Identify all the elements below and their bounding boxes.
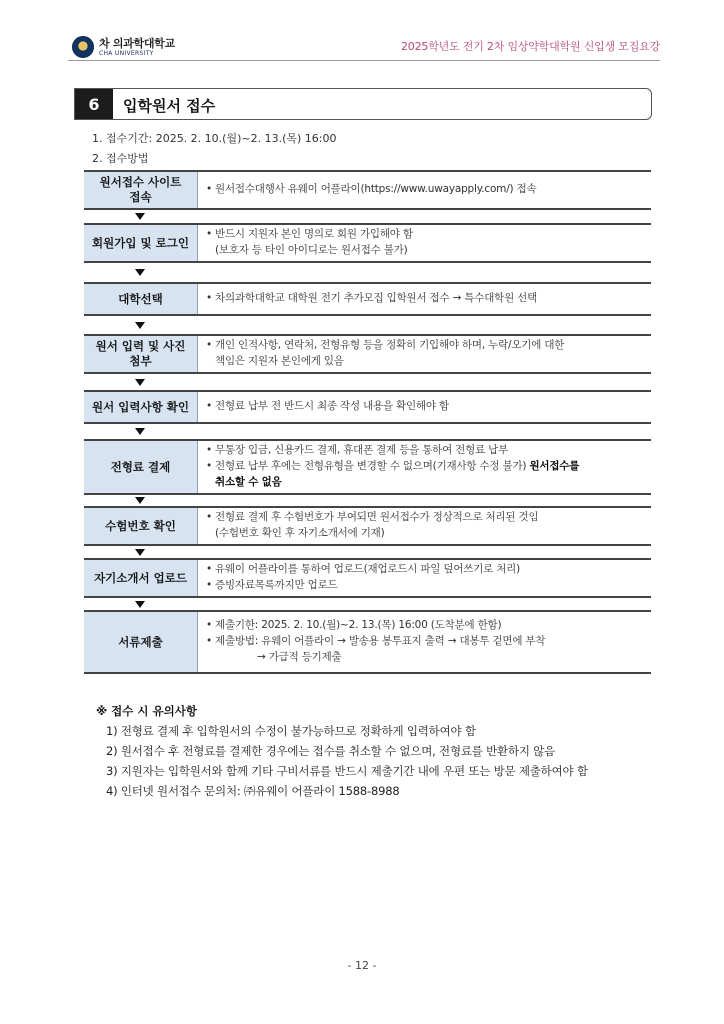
down-arrow-icon — [135, 497, 145, 504]
step-line-text: 전형료 납부 전 반드시 최종 작성 내용을 확인해야 함 — [215, 400, 449, 413]
step-label: 원서접수 사이트 접속 — [84, 172, 198, 208]
step-label: 원서 입력사항 확인 — [84, 392, 198, 422]
down-arrow-icon — [135, 213, 145, 220]
step-line-text: 전형료 결제 후 수험번호가 부여되면 원서접수가 정상적으로 처리된 것임 — [215, 511, 539, 524]
step-label: 전형료 결제 — [84, 441, 198, 493]
application-period: 1. 접수기간: 2025. 2. 10.(월)~2. 13.(목) 16:00 — [92, 132, 337, 145]
university-emblem-icon — [72, 36, 94, 58]
step-line-text: 개인 인적사항, 연락처, 전형유형 등을 정확히 기입해야 하며, 누락/오기에 대한 — [215, 339, 565, 352]
step-line-text: 책임은 지원자 본인에게 있음 — [215, 355, 344, 367]
step-description — [206, 284, 647, 314]
step-line-text: 전형료 납부 후에는 전형유형을 변경할 수 없으며(기재사항 수정 불가) — [215, 460, 530, 473]
step-description — [206, 560, 647, 596]
section-header — [74, 88, 652, 120]
step-row — [84, 558, 651, 598]
step-line-text: 유웨이 어플라이를 통하여 업로드(재업로드시 파일 덮어쓰기로 처리) — [215, 563, 521, 576]
step-line — [206, 634, 647, 650]
down-arrow-icon — [135, 269, 145, 276]
step-line — [206, 227, 647, 243]
header-divider — [68, 60, 660, 61]
step-description — [206, 441, 647, 493]
down-arrow-icon — [135, 601, 145, 608]
step-row — [84, 334, 651, 374]
step-line — [206, 291, 647, 307]
bullet-icon: • — [206, 183, 212, 196]
bullet-icon: • — [206, 619, 212, 632]
step-row — [84, 282, 651, 316]
step-label: 회원가입 및 로그인 — [84, 225, 198, 261]
bullet-icon: • — [206, 444, 212, 457]
step-label: 원서 입력 및 사진 첨부 — [84, 336, 198, 372]
step-description — [206, 336, 647, 372]
bullet-icon: • — [206, 292, 212, 305]
step-line-text: 제출방법: 유웨이 어플라이 → 발송용 봉투표지 출력 → 대봉투 겉면에 부착 — [215, 635, 546, 648]
step-row — [84, 390, 651, 424]
down-arrow-icon — [135, 379, 145, 386]
bullet-icon: • — [206, 460, 212, 473]
step-label: 수험번호 확인 — [84, 508, 198, 544]
note-item: 2) 원서접수 후 전형료를 결제한 경우에는 접수를 취소할 수 없으며, 전형료를 반환하지 않음 — [106, 744, 556, 758]
university-logo — [72, 36, 175, 58]
emphasized-text: 원서접수를 — [529, 460, 580, 473]
section-title: 입학원서 접수 — [123, 97, 216, 115]
step-line-text: 반드시 지원자 본인 명의로 회원 가입해야 함 — [215, 228, 413, 241]
step-line-text: → 가급적 등기제출 — [257, 650, 342, 663]
step-label: 대학선택 — [84, 284, 198, 314]
step-line — [206, 562, 647, 578]
bullet-icon: • — [206, 511, 212, 524]
step-line — [206, 243, 647, 259]
step-line — [206, 650, 647, 666]
document-title: 2025학년도 전기 2차 임상약학대학원 신입생 모집요강 — [401, 40, 660, 53]
note-item: 1) 전형료 결제 후 입학원서의 수정이 불가능하므로 정확하게 입력하여야 함 — [106, 724, 476, 738]
step-description — [206, 392, 647, 422]
logo-korean-name: 차 의과학대학교 — [99, 36, 175, 50]
step-line — [206, 443, 647, 459]
step-row — [84, 439, 651, 495]
step-line-text: (보호자 등 타인 아이디로는 원서접수 불가) — [215, 244, 408, 256]
step-line — [206, 510, 647, 526]
step-line — [206, 578, 647, 594]
bullet-icon: • — [206, 579, 212, 591]
emphasized-text: 취소할 수 없음 — [215, 475, 282, 488]
step-line — [206, 526, 647, 542]
bullet-icon: • — [206, 635, 212, 648]
step-line — [206, 338, 647, 354]
step-row — [84, 170, 651, 210]
bullet-icon: • — [206, 228, 212, 241]
down-arrow-icon — [135, 428, 145, 435]
application-method-heading: 2. 접수방법 — [92, 152, 149, 165]
page-header — [0, 0, 724, 70]
bullet-icon: • — [206, 400, 212, 413]
down-arrow-icon — [135, 322, 145, 329]
step-description — [206, 225, 647, 261]
down-arrow-icon — [135, 549, 145, 556]
step-line — [206, 182, 647, 198]
step-row — [84, 506, 651, 546]
step-line — [206, 618, 647, 634]
step-line — [206, 354, 647, 370]
step-label: 자기소개서 업로드 — [84, 560, 198, 596]
notes-title: ※ 접수 시 유의사항 — [96, 704, 197, 718]
step-description — [206, 172, 647, 208]
bullet-icon: • — [206, 339, 212, 352]
note-item: 4) 인터넷 원서접수 문의처: ㈜유웨이 어플라이 1588-8988 — [106, 784, 400, 798]
step-line — [206, 475, 647, 491]
step-line-text: 차의과학대학교 대학원 전기 추가모집 입학원서 접수 → 특수대학원 선택 — [215, 292, 538, 305]
step-line-text: 원서접수대행사 유웨이 어플라이(https://www.uwayapply.com/) 접속 — [215, 183, 537, 196]
step-row — [84, 223, 651, 263]
page-number: - 12 - — [347, 959, 377, 972]
logo-english-name: CHA UNIVERSITY — [99, 49, 154, 57]
step-description — [206, 508, 647, 544]
step-line-text: (수험번호 확인 후 자기소개서에 기재) — [215, 527, 385, 539]
step-label: 서류제출 — [84, 612, 198, 672]
note-item: 3) 지원자는 입학원서와 함께 기타 구비서류를 반드시 제출기간 내에 우편 또는 방문 제출하여야 함 — [106, 764, 588, 778]
step-description — [206, 612, 647, 672]
bullet-icon: • — [206, 563, 212, 576]
step-line-text: 증빙자료목록까지만 업로드 — [215, 579, 338, 591]
step-row — [84, 610, 651, 674]
step-line — [206, 459, 647, 475]
step-line-text: 무통장 입금, 신용카드 결제, 휴대폰 결제 등을 통하여 전형료 납부 — [215, 444, 509, 457]
step-line — [206, 399, 647, 415]
step-line-text: 제출기한: 2025. 2. 10.(월)~2. 13.(목) 16:00 (도착분에 한함) — [215, 619, 502, 632]
section-number: 6 — [75, 89, 113, 119]
